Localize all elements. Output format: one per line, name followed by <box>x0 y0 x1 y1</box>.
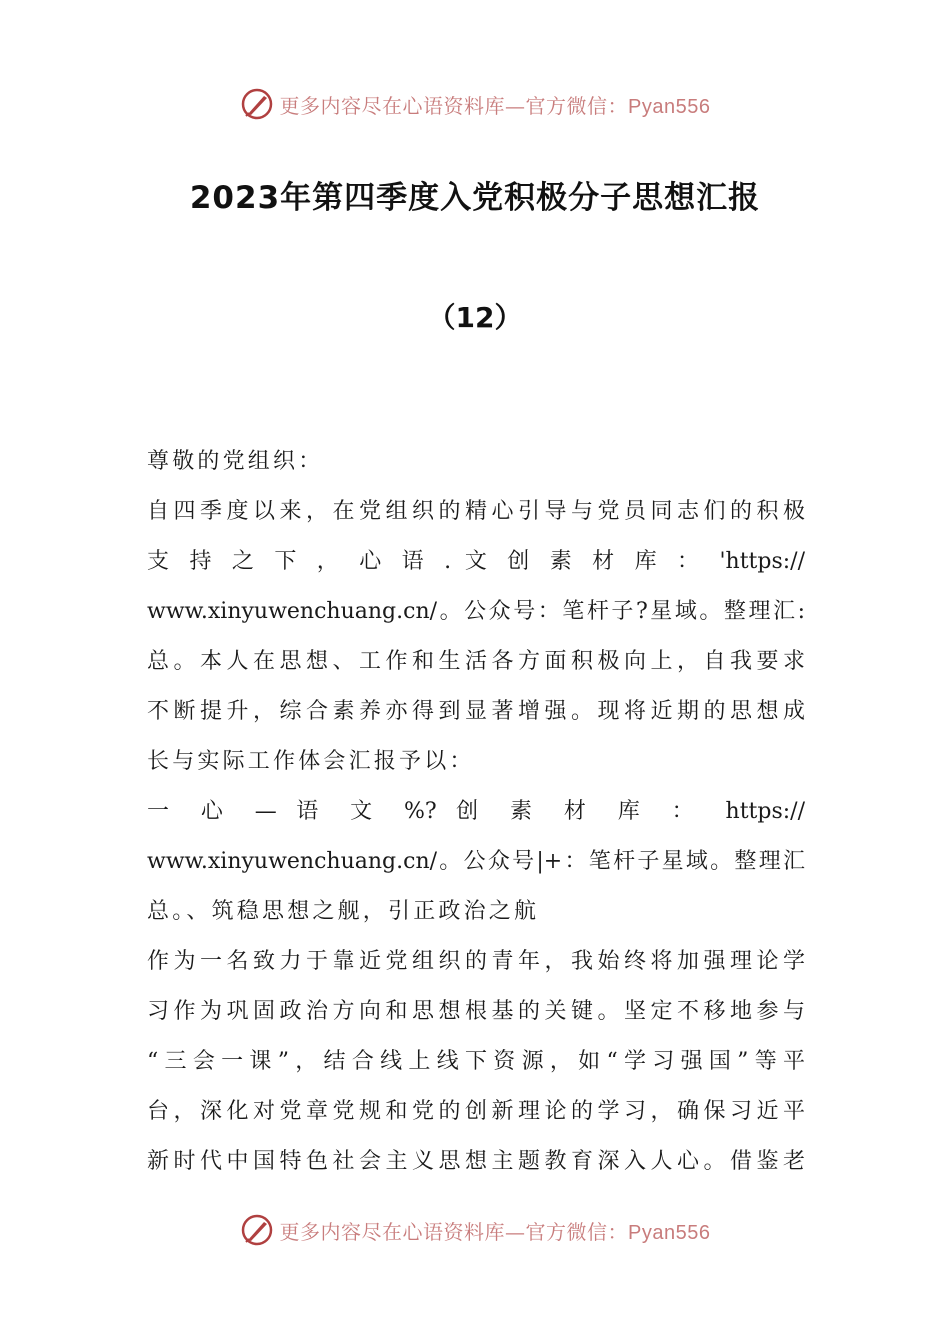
body-line: 尊敬的党组织： <box>147 449 324 474</box>
body-line: 台，深化对党章党规和党的创新理论的学习，确保习近平 <box>147 1099 805 1124</box>
quill-logo-icon <box>240 87 274 121</box>
body-line: 总。本人在思想、工作和生活各方面积极向上，自我要求 <box>147 649 805 674</box>
body-line: 总。、筑稳思想之舰，引正政治之航 <box>147 899 540 924</box>
body-line: 新时代中国特色社会主义思想主题教育深入人心。借鉴老 <box>147 1149 805 1174</box>
body-line: 自四季度以来，在党组织的精心引导与党员同志们的积极 <box>147 499 805 524</box>
body-line: 一 心 — 语 文 %? 创 素 材 库 ： https:// <box>147 799 805 824</box>
body-line: 习作为巩固政治方向和思想根基的关键。坚定不移地参与 <box>147 999 805 1024</box>
header-watermark <box>0 84 950 124</box>
quill-logo-icon <box>240 1213 274 1247</box>
watermark-wechat-id: Pyan556 <box>628 1221 711 1244</box>
footer-watermark <box>0 1210 950 1250</box>
body-line: “三会一课”，结合线上线下资源，如“学习强国”等平 <box>147 1049 805 1074</box>
body-line: 不断提升，综合素养亦得到显著增强。现将近期的思想成 <box>147 699 805 724</box>
watermark-wechat-id: Pyan556 <box>628 95 711 118</box>
watermark-text: 更多内容尽在心语资料库—官方微信：Pyan556 <box>279 93 711 118</box>
body-line: 长与实际工作体会汇报予以： <box>147 749 475 774</box>
document-subtitle: （12） <box>427 301 523 334</box>
body-line: www.xinyuwenchuang.cn/。公众号：笔杆子?星域。整理汇: <box>147 599 805 624</box>
body-line: 支 持 之 下 ， 心 语 . 文 创 素 材 库 ： 'https:// <box>147 549 805 574</box>
document-body <box>147 437 805 1187</box>
document-title: 2023年第四季度入党积极分子思想汇报 <box>189 180 761 216</box>
watermark-text: 更多内容尽在心语资料库—官方微信：Pyan556 <box>279 1219 711 1244</box>
body-line: www.xinyuwenchuang.cn/。公众号|+：笔杆子星域。整理汇 <box>147 849 805 874</box>
body-line: 作为一名致力于靠近党组织的青年，我始终将加强理论学 <box>147 949 805 974</box>
